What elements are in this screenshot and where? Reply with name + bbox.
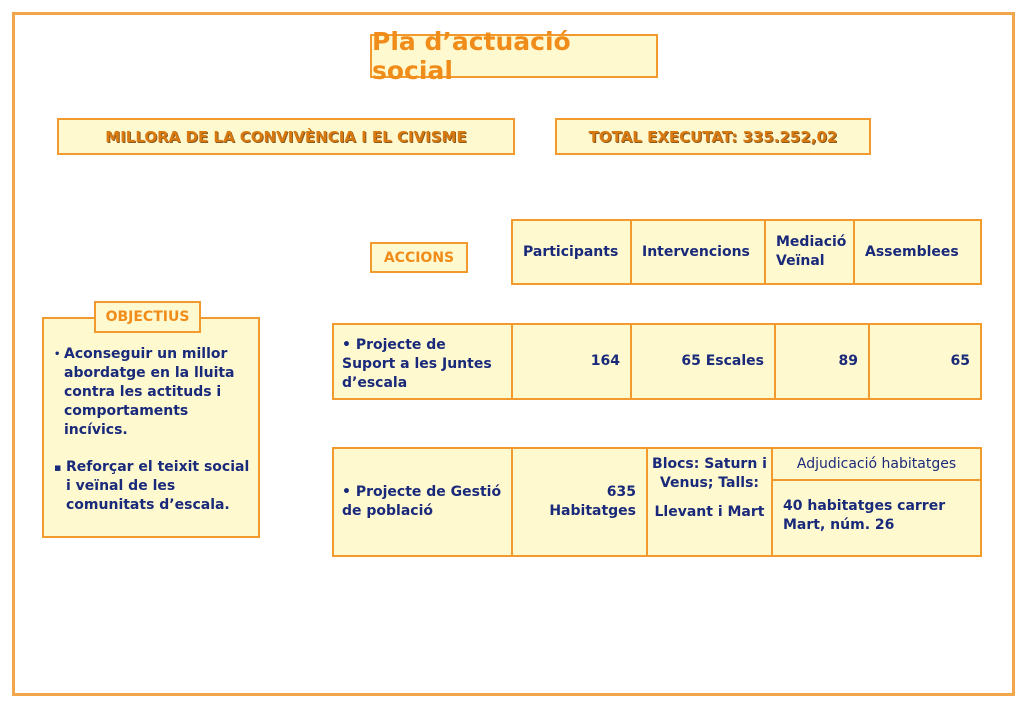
row2-intervencions-bottom: Llevant i Mart (654, 504, 765, 520)
row1-participants: 164 (511, 323, 632, 400)
project-gestio-poblacio (332, 447, 513, 557)
objective-banner: MILLORA DE LA CONVIVÈNCIA I EL CIVISME (57, 118, 515, 155)
row1-mediacio: 89 (774, 323, 870, 400)
row2-intervencions-top: Blocs: Saturn i Venus; Talls: (652, 456, 767, 491)
square-bullet-icon: ▪ (54, 461, 62, 474)
objective-text: Aconseguir un millor abordatge en la lluita contra les actituds i comportaments incívics. (64, 346, 235, 438)
objective-item (54, 345, 250, 440)
total-executed-banner: TOTAL EXECUTAT: 335.252,02 (555, 118, 871, 155)
project-suport-juntes: • Projecte de Suport a les Juntes d’escala (332, 323, 513, 400)
row2-participants-text: 635 Habitatges (549, 484, 636, 519)
objective-item (54, 458, 250, 515)
header-assemblees: Assemblees (853, 219, 982, 285)
header-intervencions: Intervencions (630, 219, 766, 285)
bullet-icon: • (54, 349, 61, 360)
accions-label: ACCIONS (370, 242, 468, 273)
objective-text: Reforçar el teixit social i veïnal de les comunitats d’escala. (66, 459, 250, 513)
adjudicacio-header: Adjudicació habitatges (771, 447, 982, 481)
project-gestio-text: • Projecte de Gestió de població (342, 484, 502, 519)
row1-intervencions: 65 Escales (630, 323, 776, 400)
header-mediacio-veinal: Mediació Veïnal (764, 219, 855, 285)
row2-participants (511, 447, 648, 557)
objectius-label: OBJECTIUS (94, 301, 201, 333)
header-participants: Participants (511, 219, 632, 285)
objectius-box (42, 317, 260, 538)
adjudicacio-value: 40 habitatges carrer Mart, núm. 26 (771, 479, 982, 557)
page-title: Pla d’actuació social (370, 34, 658, 78)
row1-assemblees: 65 (868, 323, 982, 400)
row2-intervencions (646, 447, 773, 557)
